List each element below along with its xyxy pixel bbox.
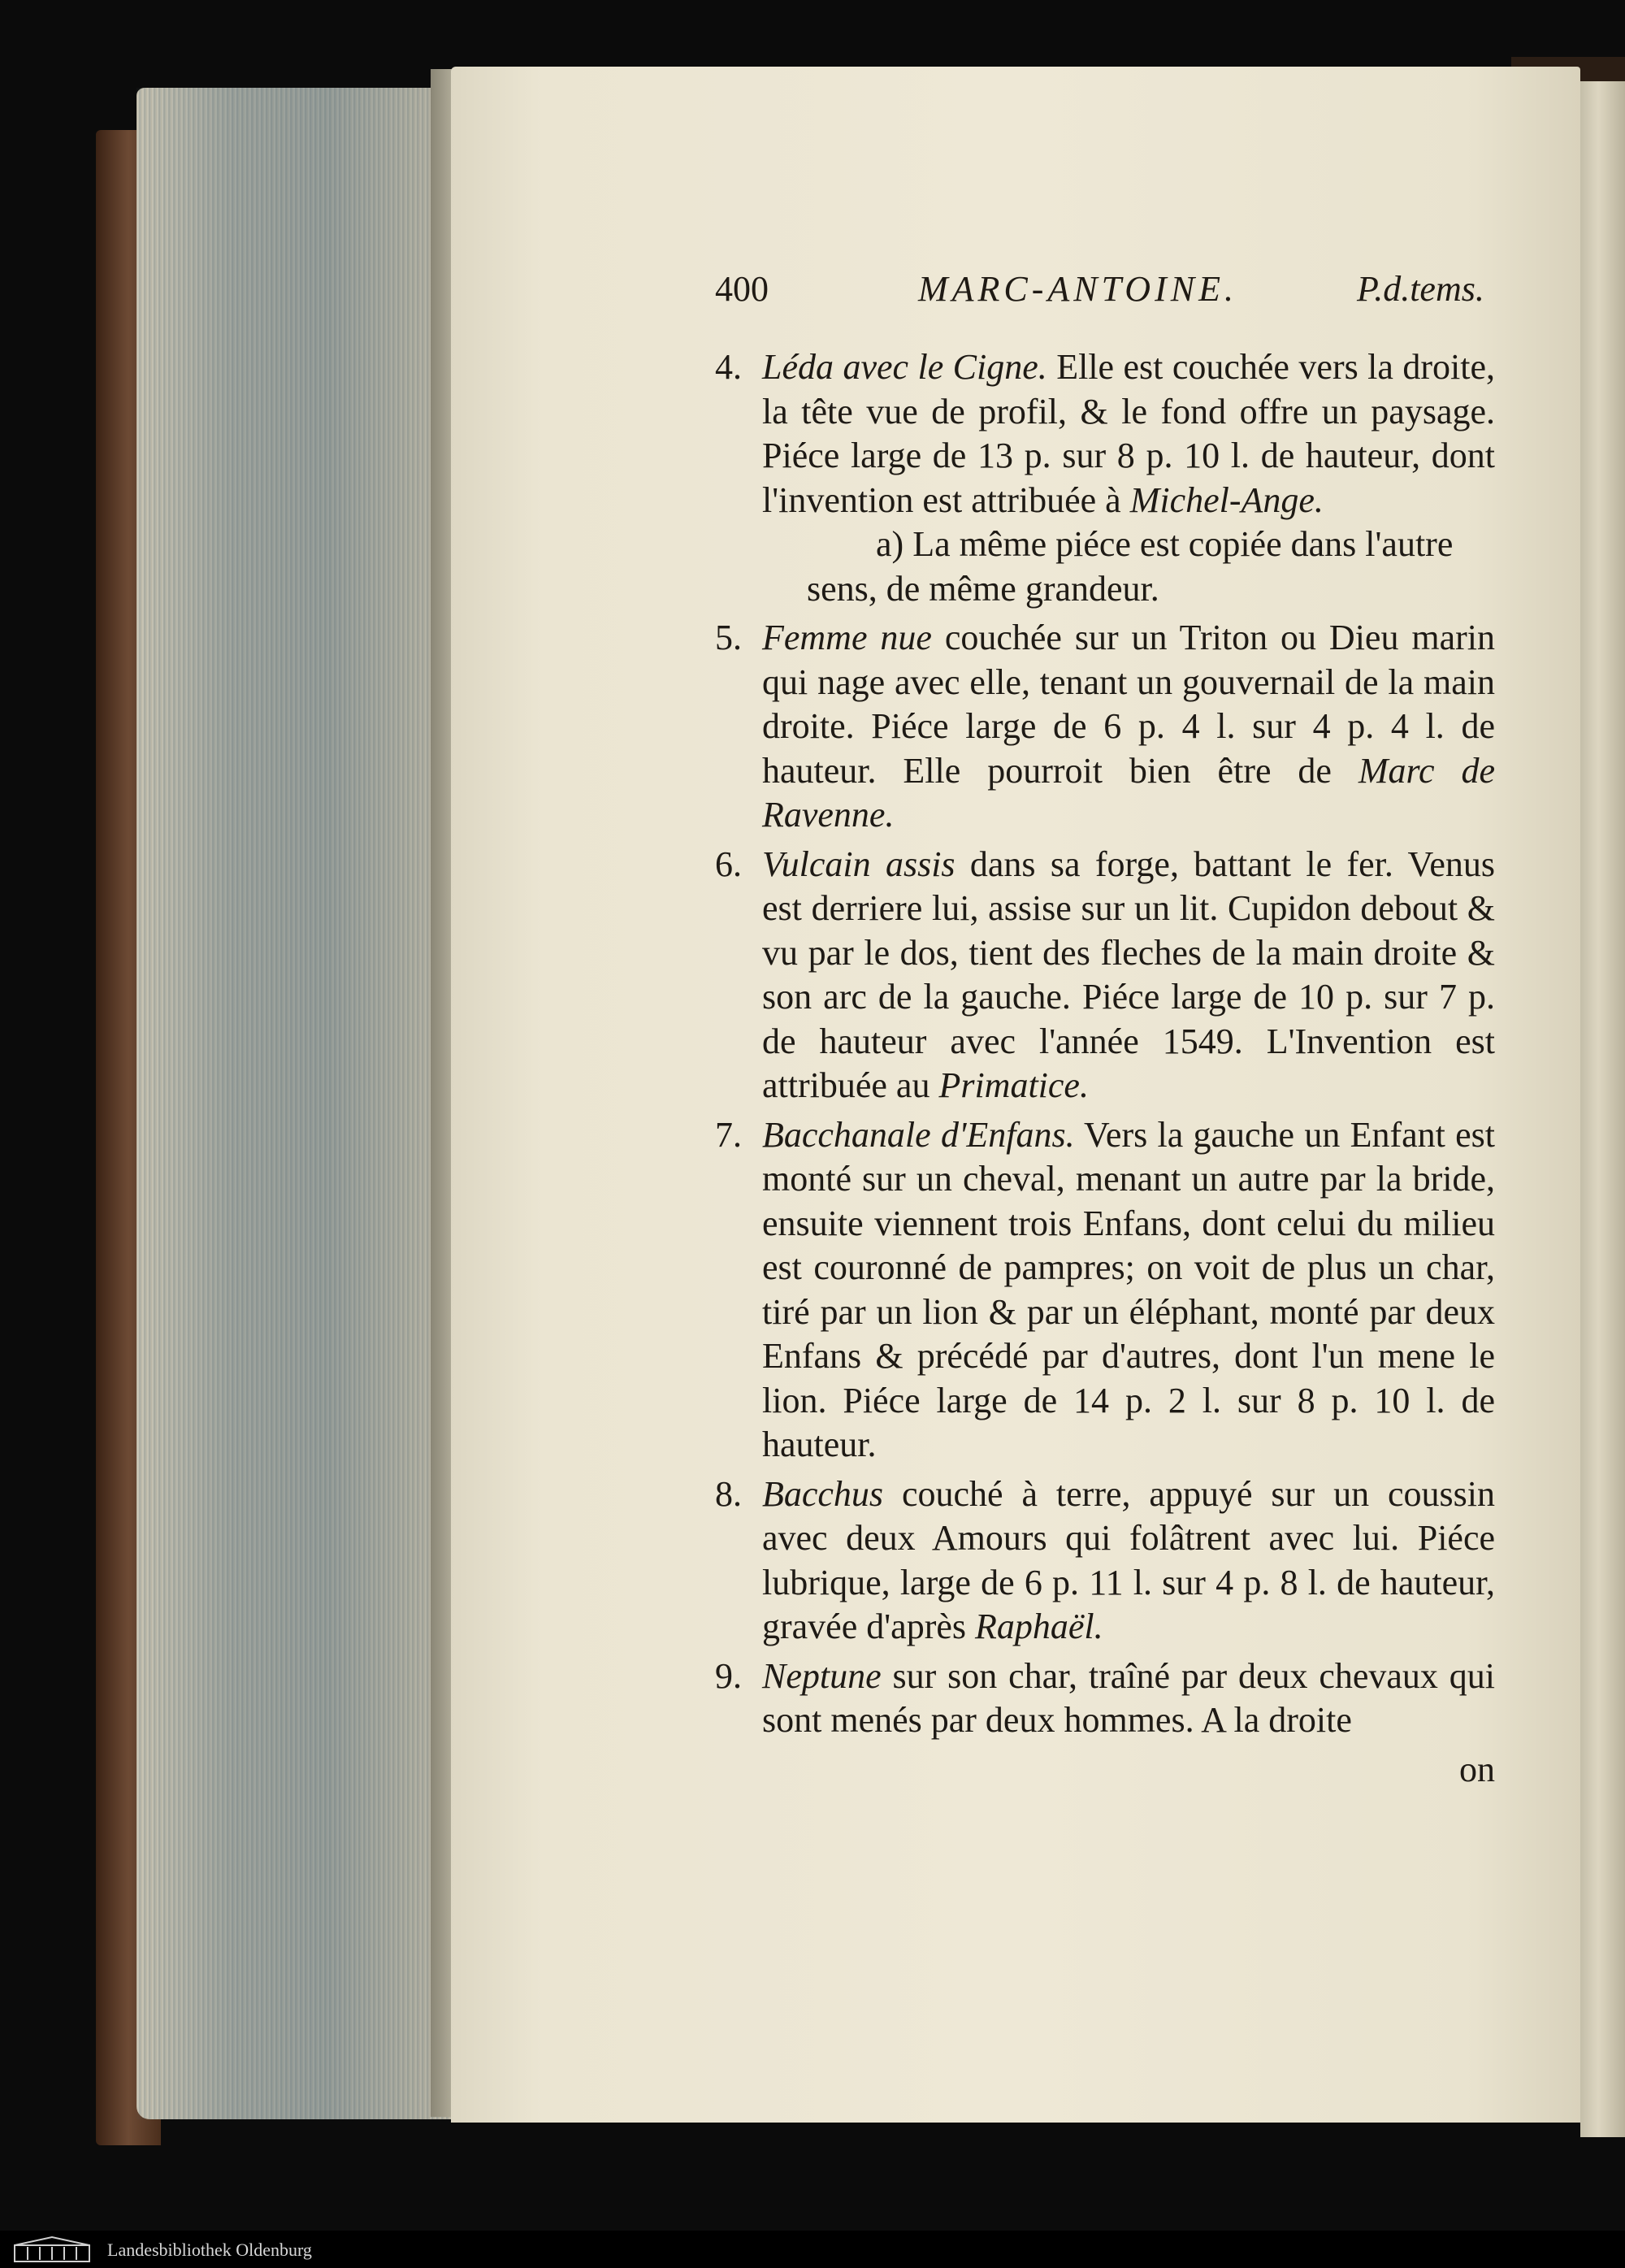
catalog-entry <box>715 1472 1495 1650</box>
entry-title: Vulcain assis <box>762 843 956 884</box>
entry-text <box>762 616 1495 838</box>
catchword: on <box>1459 1749 1495 1789</box>
entry-attribution: Raphaël. <box>975 1607 1103 1646</box>
entry-number: 5. <box>715 618 742 657</box>
body-text <box>715 345 1495 1792</box>
entry-attribution: Michel-Ange. <box>1129 479 1324 520</box>
entry-text <box>762 345 1495 523</box>
entry-number: 7. <box>715 1114 742 1155</box>
catalog-entry <box>715 1113 1495 1468</box>
entry-title: Femme nue <box>762 618 932 657</box>
sub-entry-label: a) <box>876 524 904 564</box>
sub-entry-text-first: La même piéce est copiée dans l'autre <box>912 524 1454 564</box>
running-title: MARC-ANTOINE. <box>918 269 1237 309</box>
running-head <box>715 268 1528 317</box>
page-edges <box>136 88 457 2119</box>
sub-entry-continuation: sens, de même grandeur. <box>807 568 1159 609</box>
entry-title: Léda avec le Cigne. <box>762 347 1047 387</box>
entry-attribution: Marc de Ravenne. <box>762 750 1495 835</box>
catalog-entry <box>715 1654 1495 1743</box>
sub-entry <box>762 523 1495 567</box>
entry-number: 4. <box>715 347 742 387</box>
entry-title: Neptune <box>762 1655 882 1696</box>
entry-number: 6. <box>715 843 742 884</box>
entry-description: Elle est couchée vers la droite, la tête vue de profil, & le fond offre un paysage. Piéce large de 13 p. sur 8 p. 10 l. de hauteur, dont l'invention est attribuée à <box>762 347 1495 520</box>
footer-bar <box>0 2231 1625 2268</box>
page-number: 400 <box>715 269 769 309</box>
entry-text <box>762 843 1495 1108</box>
catalog-entry <box>715 345 1495 611</box>
library-name: Landesbibliothek Oldenburg <box>107 2240 312 2260</box>
running-abbr: P.d.tems. <box>1357 269 1484 309</box>
entry-description: sur son char, traîné par deux chevaux qui sont menés par deux hommes. A la droite <box>762 1655 1495 1740</box>
entry-number: 9. <box>715 1655 742 1696</box>
entry-description: Vers la gauche un Enfant est monté sur un cheval, menant un autre par la bride, ensuite viennent trois Enfans, dont celui du milieu est couronné de pampres; on voit de plus un char, tiré par un lion & par un éléphant, monté par deux Enfans & précédé par d'autres, dont l'un mene le lion. Piéce large de 14 p. 2 l. sur 8 p. 10 l. de hauteur. <box>762 1114 1495 1464</box>
entry-title: Bacchus <box>762 1473 884 1514</box>
facing-page-edge <box>1580 81 1625 2137</box>
entry-text <box>762 1113 1495 1468</box>
entry-description: dans sa forge, battant le fer. Venus est derriere lui, assise sur un lit. Cupidon debout & vu par le dos, tient des fleches de la main droite & son arc de la gauche. Piéce large de 10 p. sur 7 p. de hauteur avec l'année 1549. L'Invention est attribuée au <box>762 843 1495 1105</box>
catalog-entry <box>715 616 1495 838</box>
entry-text <box>762 1654 1495 1743</box>
entry-description: couchée sur un Triton ou Dieu marin qui nage avec elle, tenant un gouvernail de la main droite. Piéce large de 6 p. 4 l. sur 4 p. 4 l. de hauteur. Elle pourroit bien être de <box>762 618 1495 791</box>
entry-text <box>762 1472 1495 1650</box>
entry-title: Bacchanale d'Enfans. <box>762 1114 1075 1155</box>
entry-number: 8. <box>715 1473 742 1514</box>
entry-description: couché à terre, appuyé sur un coussin avec deux Amours qui folâtrent avec lui. Piéce lubrique, large de 6 p. 11 l. sur 4 p. 8 l. de hauteur, gravée d'après <box>762 1473 1495 1646</box>
library-building-icon <box>11 2235 93 2263</box>
entry-attribution: Primatice. <box>938 1065 1089 1105</box>
catalog-entry <box>715 843 1495 1108</box>
